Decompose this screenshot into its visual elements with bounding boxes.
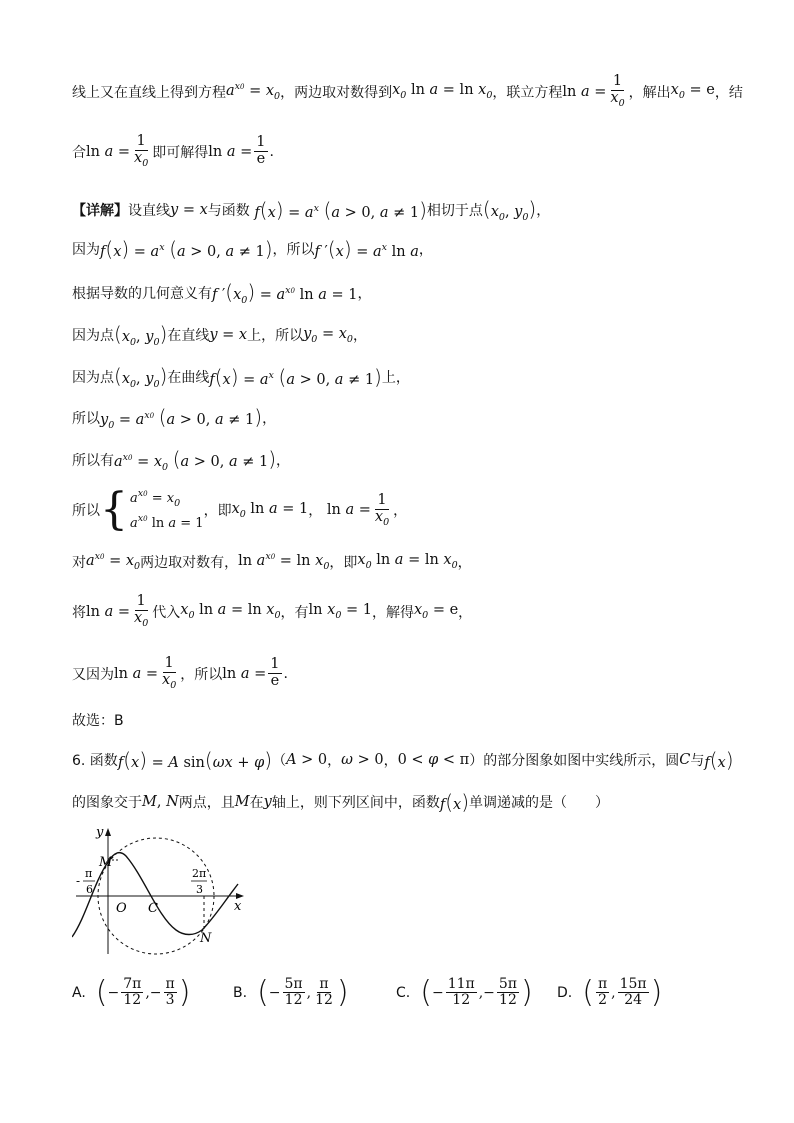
text-line-12: 将 ln a = $\frac{1}{x_0}$ 代入 $x_0$ $\ln a = \ln x_0$ ，有 $\ln x_0 = 1$ ，解得 $x_0 = e$ ，	[72, 593, 473, 629]
left-tick-numerator: π	[85, 867, 93, 880]
x-axis-label: x	[234, 899, 242, 914]
text-line-7: 因为点 ($x_0$, $y_0$) 在曲线 $f(x) = a^x$ (a > 0, a ≠ 1) 上，	[72, 364, 410, 390]
text-line-10: 所以 { $a^{x0} = x_0$ $a^{x0}$ ln a = 1 ，即 $x_0$ ln a = 1 ， ln a = $\frac{1}{x_0}$ ，	[72, 484, 408, 536]
text-line-4: 因为 $f(x) = a^x$ (a > 0, a ≠ 1) ，所以 f $'(x) = a^x$ ln a ，	[72, 237, 433, 261]
text-line-3: 【详解】 设直线 y = x 与函数 $f(x) = a^x$ (a > 0, a ≠ 1) 相切于点 ($x_0$, $y_0$) ，	[72, 197, 551, 223]
text-line-8: 所以 $y_0 = a^{x0}$ (a > 0, a ≠ 1) ，	[72, 405, 277, 431]
right-tick-numerator: 2π	[192, 867, 207, 880]
text-line-11: 对 $a^{x0} = x_0$ 两边取对数有， $\ln a^{x0} = \ln x_0$ ，即 $x_0$ $\ln a = \ln x_0$ ，	[72, 551, 472, 572]
text-line-5: 根据导数的几何意义有 f $'(x_0) = a^{x0}$ ln a = 1 ，	[72, 280, 372, 306]
text-line-13: 又因为 ln a = $\frac{1}{x_0}$ ，所以 ln a = $\frac{1}{e}$ .	[72, 655, 288, 691]
answer-line: 故选：B	[72, 713, 124, 729]
right-tick-denominator: 3	[196, 883, 203, 896]
option-a[interactable]: A. ( − $\frac{7\pi}{12}$ ,− $\frac{\pi}{3}$ )	[72, 975, 191, 1010]
option-c[interactable]: C. ( − $\frac{11\pi}{12}$ ,− $\frac{5\pi}{12}$ )	[396, 975, 533, 1010]
point-c-label: C	[148, 901, 158, 916]
question-6-line-2: 的图象交于 M, N 两点，且 M 在 y 轴上，则下列区间中，函数 f(x) 单调递减的是（ ）	[72, 790, 610, 814]
y-axis-arrow-icon	[105, 828, 111, 836]
left-tick-sign: -	[76, 874, 81, 888]
text-line-6: 因为点 ($x_0$, $y_0$) 在直线 y = x 上，所以 $y_0 = x_0$ ，	[72, 322, 367, 348]
option-d[interactable]: D. ( $\frac{\pi}{2}$ , $\frac{15\pi}{24}$ )	[557, 975, 663, 1010]
origin-label: O	[116, 901, 127, 916]
y-axis-label: y	[96, 825, 104, 840]
detail-tag: 【详解】	[72, 203, 128, 219]
left-tick-denominator: 6	[86, 883, 93, 896]
option-b[interactable]: B. ( − $\frac{5\pi}{12}$ , $\frac{\pi}{12}$ )	[233, 975, 349, 1010]
sine-curve	[72, 853, 238, 937]
sine-circle-graph	[72, 822, 262, 962]
point-n-label: N	[200, 931, 212, 946]
text-line-2: 合 ln a = $\frac{1}{x_0}$ 即可解得 ln a = $\frac{1}{e}$ .	[72, 133, 274, 169]
text-line-1: 线上又在直线上得到方程 $a^{x0} = x_0$ ，两边取对数得到 $x_0$ $\ln a = \ln x_0$ ，联立方程 ln a = $\frac{1}{x_0}$ ，解出 $x_0 = e$ ，结	[72, 73, 743, 109]
text-line-9: 所以有 $a^{x0} = x_0$ (a > 0, a ≠ 1) ，	[72, 447, 291, 473]
point-m-label: M	[99, 855, 113, 870]
question-6-line-1: 6. 函数 f(x) = A sin(ωx + φ) （ A > 0 ， ω > 0 ， 0 < φ < π ）的部分图象如图中实线所示，圆 C 与 f(x)	[72, 748, 734, 772]
